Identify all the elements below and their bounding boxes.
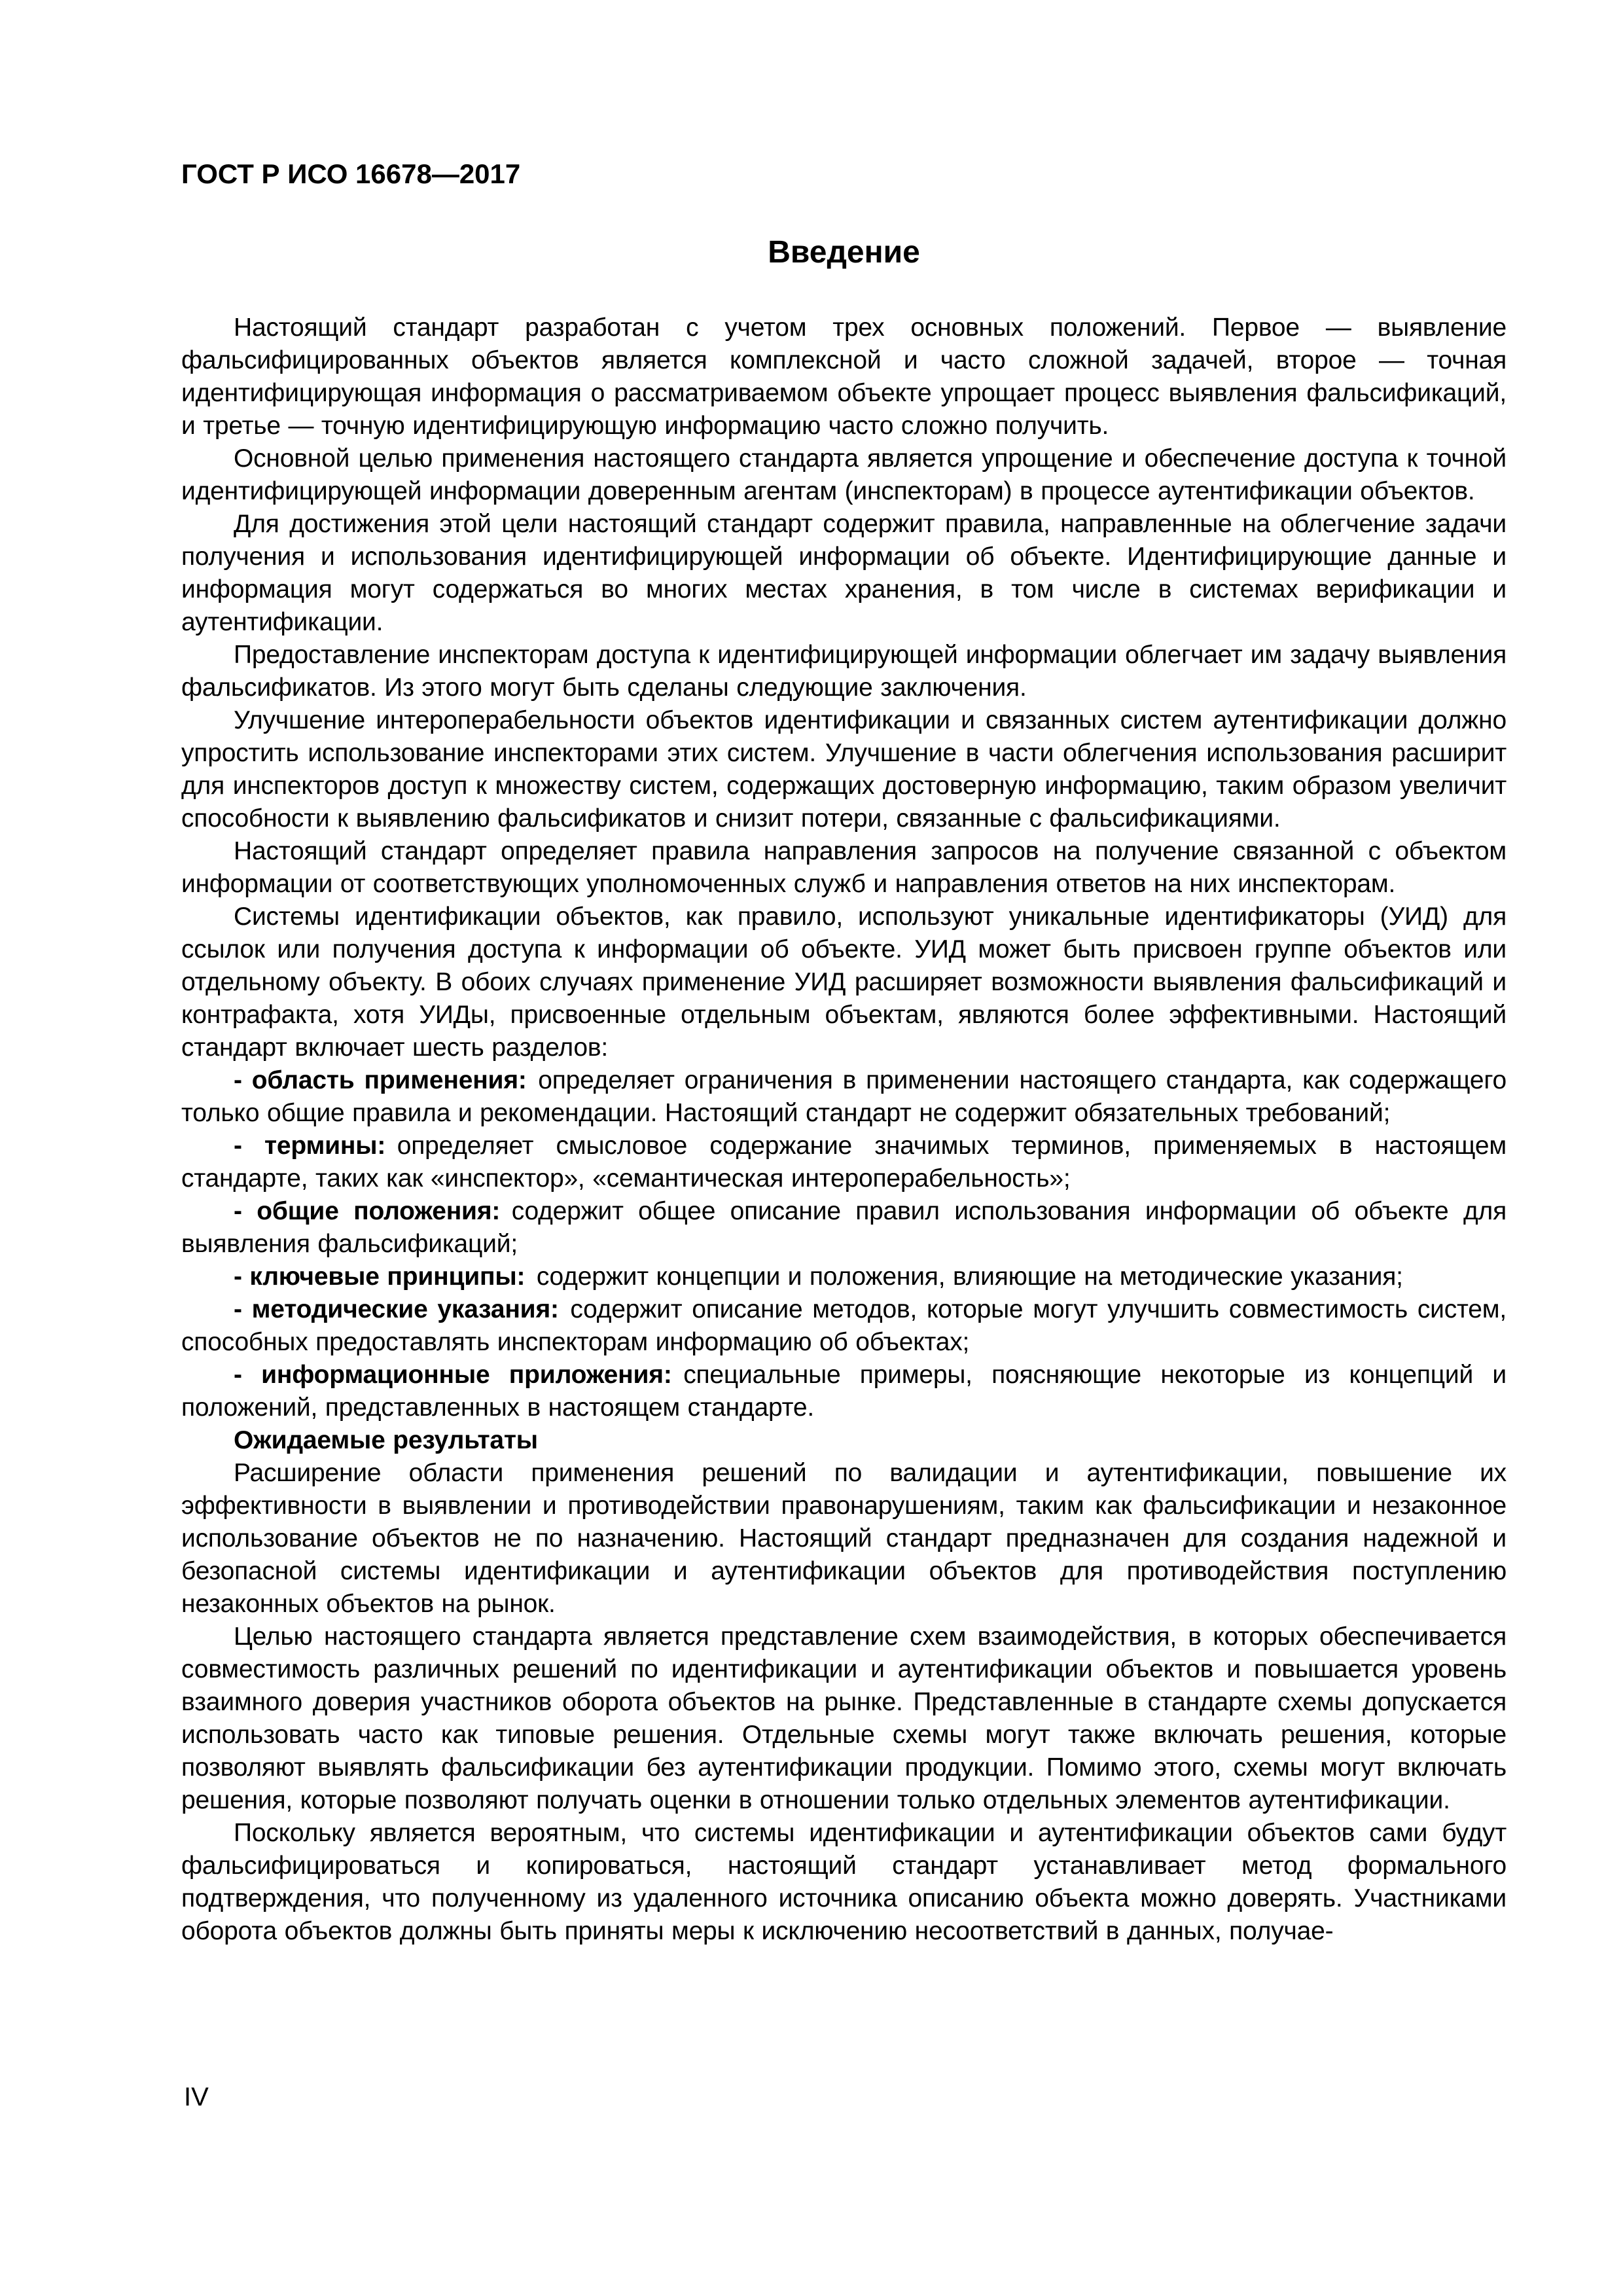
list-item-lead: - термины: [234, 1132, 386, 1160]
paragraph: Улучшение интероперабельности объектов идентификации и связанных систем аутентификации должно упростить использование инспекторами этих систем. Улучшение в части облегчения использования расширит для инспекторов доступ к множеству систем, содержащих достоверную информацию, таким образом увеличит способности к выявлению фальсификатов и снизит потери, связанные с фальсификациями. [181, 706, 1507, 833]
list-item: - область применения: определяет ограничения в применении настоящего стандарта, как содержащего только общие правила и рекомендации. Настоящий стандарт не содержит обязательных требований; [181, 1066, 1507, 1127]
list-item-lead: - методические указания: [234, 1295, 559, 1323]
section-subheading: Ожидаемые результаты [234, 1426, 538, 1454]
paragraph: Целью настоящего стандарта является представление схем взаимодействия, в которых обеспечивается совместимость различных решений по идентификации и аутентификации объектов и повышается уровень взаимного доверия участников оборота объектов на рынке. Представленные в стандарте схемы допускается использовать часто как типовые решения. Отдельные схемы могут также включать решения, которые позволяют выявлять фальсификации без аутентификации продукции. Помимо этого, схемы могут включать решения, которые позволяют получать оценки в отношении только отдельных элементов аутентификации. [181, 1623, 1507, 1814]
document-code: ГОСТ Р ИСО 16678—2017 [181, 158, 521, 189]
paragraph: Системы идентификации объектов, как правило, используют уникальные идентификаторы (УИД) для ссылок или получения доступа к информации об объекте. УИД может быть присвоен группе объектов или отдельному объекту. В обоих случаях применение УИД расширяет возможности выявления фальсификаций и контрафакта, хотя УИДы, присвоенные отдельным объектам, являются более эффективными. Настоящий стандарт включает шесть разделов: [181, 903, 1507, 1062]
list-item: - методические указания: содержит описание методов, которые могут улучшить совместимость систем, способных предоставлять инспекторам информацию об объектах; [181, 1295, 1507, 1356]
paragraph: Расширение области применения решений по валидации и аутентификации, повышение их эффективности в выявлении и противодействии правонарушениям, таким как фальсификации и незаконное использование объектов не по назначению. Настоящий стандарт предназначен для создания надежной и безопасной системы идентификации и аутентификации объектов для противодействия поступлению незаконных объектов на рынок. [181, 1459, 1507, 1618]
list-item: - общие положения: содержит общее описание правил использования информации об объекте для выявления фальсификаций; [181, 1197, 1507, 1258]
paragraph: Поскольку является вероятным, что системы идентификации и аутентификации объектов сами будут фальсифицироваться и копироваться, настоящий стандарт устанавливает метод формального подтверждения, что полученному из удаленного источника описанию объекта можно доверять. Участниками оборота объектов должны быть приняты меры к исключению несоответствий в данных, получае- [181, 1819, 1507, 1945]
list-item-lead: - область применения: [234, 1066, 527, 1094]
list-item: - информационные приложения: специальные примеры, поясняющие некоторые из концепций и положений, представленных в настоящем стандарте. [181, 1361, 1507, 1422]
page-number: IV [184, 2083, 209, 2111]
document-body [181, 312, 1507, 1948]
list-item-lead: - информационные приложения: [234, 1361, 672, 1389]
list-item: - термины: определяет смысловое содержание значимых терминов, применяемых в настоящем стандарте, таких как «инспектор», «семантическая интероперабельность»; [181, 1132, 1507, 1193]
paragraph: Настоящий стандарт определяет правила направления запросов на получение связанной с объектом информации от соответствующих уполномоченных служб и направления ответов на них инспекторам. [181, 837, 1507, 898]
list-item-lead: - ключевые принципы: [234, 1263, 526, 1291]
paragraph: Настоящий стандарт разработан с учетом трех основных положений. Первое — выявление фальсифицированных объектов является комплексной и часто сложной задачей, второе — точная идентифицирующая информация о рассматриваемом объекте упрощает процесс выявления фальсификаций, и третье — точную идентифицирующую информацию часто сложно получить. [181, 314, 1507, 440]
list-item: - ключевые принципы: содержит концепции и положения, влияющие на методические указания; [234, 1263, 1403, 1291]
paragraph: Предоставление инспекторам доступа к идентифицирующей информации облегчает им задачу выявления фальсификатов. Из этого могут быть сделаны следующие заключения. [181, 641, 1507, 702]
list-item-lead: - общие положения: [234, 1197, 501, 1225]
paragraph: Основной целью применения настоящего стандарта является упрощение и обеспечение доступа к точной идентифицирующей информации доверенным агентам (инспекторам) в процессе аутентификации объектов. [181, 444, 1507, 505]
paragraph: Для достижения этой цели настоящий стандарт содержит правила, направленные на облегчение задачи получения и использования идентифицирующей информации об объекте. Идентифицирующие данные и информация могут содержаться во многих местах хранения, в том числе в системах верификации и аутентификации. [181, 510, 1507, 636]
page-title: Введение [768, 235, 920, 270]
